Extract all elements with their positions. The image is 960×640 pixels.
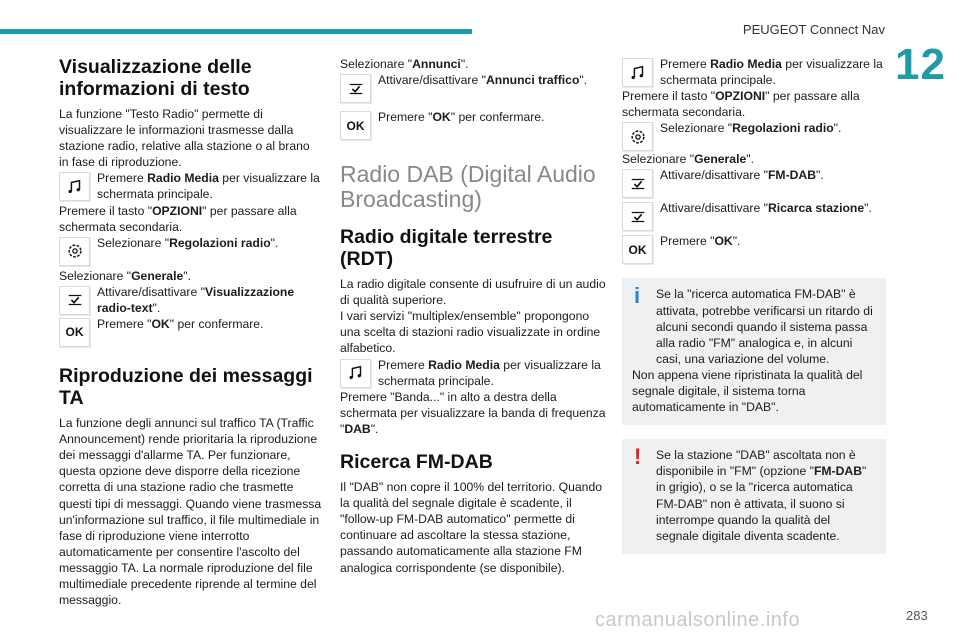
paragraph: La radio digitale consente di usufruire di un audio di qualità superiore. bbox=[340, 277, 606, 308]
step-ok: OK Premere "OK". bbox=[622, 233, 886, 264]
paragraph: Selezionare "Generale". bbox=[59, 268, 191, 283]
paragraph: Premere "Banda..." in alto a destra della schermata per visualizzare la banda di frequenza "DAB". bbox=[340, 389, 606, 436]
ok-icon: OK bbox=[622, 235, 653, 264]
ok-icon: OK bbox=[59, 318, 90, 347]
header-title: PEUGEOT Connect Nav bbox=[742, 22, 885, 37]
paragraph: I vari servizi "multiplex/ensemble" propongono una scelta di stazioni radio visualizzate in ordine alfabetico. bbox=[340, 309, 601, 356]
page-number: 283 bbox=[906, 608, 928, 623]
music-note-icon bbox=[340, 359, 371, 388]
step-radio-media: Premere Radio Media per visualizzare la schermata principale. bbox=[59, 170, 322, 202]
toggle-check-icon bbox=[340, 74, 371, 103]
warning-icon: ! bbox=[634, 444, 642, 470]
radio-settings-icon bbox=[622, 122, 653, 151]
step-toggle-traffic: Attivare/disattivare "Annunci traffico". bbox=[340, 72, 606, 103]
column-2 bbox=[340, 56, 606, 576]
heading-text-info: Visualizzazione delle informazioni di testo bbox=[59, 56, 252, 100]
column-3 bbox=[622, 56, 886, 554]
info-note: i Se la "ricerca automatica FM-DAB" è attivata, potrebbe verificarsi un ritardo di alcuni secondi quando il sistema passa alla radio "FM" analogica e, in alcuni casi, una variazione del volume. Non appena viene ripristinata la qualità del segnale digitale, il sistema torna automaticamente in "DAB". bbox=[622, 278, 886, 425]
paragraph: La funzione degli annunci sul traffico TA (Traffic Announcement) rende prioritaria la riproduzione dei messaggi d'allarme TA. Per funzionare, questa opzione deve disporre della ricezione corretta di una stazione radio che trasmette questi tipi di messaggi. Quando viene trasmessa un'informazione sul traffico, il file multimediale in fase di riproduzione viene interrotto automaticamente per consentire l'ascolto del messaggio TA. La normale riproduzione del file multimediale precedente riprende al termine del messaggio. bbox=[59, 416, 322, 608]
heading-dab: Radio DAB (Digital Audio Broadcasting) bbox=[340, 161, 596, 213]
step-toggle-station-search: Attivare/disattivare "Ricarca stazione". bbox=[622, 200, 886, 231]
step-toggle-radiotext: Attivare/disattivare "Visualizzazione radio-text". bbox=[59, 284, 322, 316]
paragraph: Premere il tasto "OPZIONI" per passare alla schermata secondaria. bbox=[59, 203, 297, 234]
heading-ta: Riproduzione dei messaggi TA bbox=[59, 365, 313, 410]
watermark: carmanualsonline.info bbox=[595, 609, 801, 631]
heading-rdt: Radio digitale terrestre (RDT) bbox=[340, 226, 553, 271]
toggle-check-icon bbox=[59, 286, 90, 315]
paragraph: Il "DAB" non copre il 100% del territorio. Quando la qualità del segnale digitale è scadente, il "follow-up FM-DAB automatico" permette di continuare ad ascoltare la stessa stazione, passando automaticamente alla stazione FM analogica corrispondente (se disponibile). bbox=[340, 480, 603, 575]
info-icon: i bbox=[634, 283, 641, 309]
step-toggle-fmdab: Attivare/disattivare "FM-DAB". bbox=[622, 167, 886, 198]
paragraph: Selezionare "Annunci". bbox=[340, 57, 469, 71]
radio-settings-icon bbox=[59, 237, 90, 266]
music-note-icon bbox=[59, 172, 90, 201]
chapter-number: 12 bbox=[895, 40, 946, 89]
warning-note: ! Se la stazione "DAB" ascoltata non è disponibile in "FM" (opzione "FM-DAB" in grigio), o se la "ricerca automatica FM-DAB" non è attivata, il suono si interrompe quando la qualità del segnale digitale diventa scadente. bbox=[622, 439, 886, 554]
heading-fm-dab: Ricerca FM-DAB bbox=[340, 451, 493, 474]
music-note-icon bbox=[622, 58, 653, 87]
step-radio-settings: Selezionare "Regolazioni radio". bbox=[622, 120, 886, 151]
step-radio-media: Premere Radio Media per visualizzare la schermata principale. bbox=[622, 56, 886, 88]
paragraph: La funzione "Testo Radio" permette di visualizzare le informazioni trasmesse dalla stazione radio, relative alla stazione o al brano in fase di riproduzione. bbox=[59, 107, 310, 170]
toggle-check-icon bbox=[622, 169, 653, 198]
step-radio-settings: Selezionare "Regolazioni radio". bbox=[59, 235, 322, 266]
toggle-check-icon bbox=[622, 202, 653, 231]
step-ok: OK Premere "OK" per confermare. bbox=[59, 316, 322, 347]
ok-icon: OK bbox=[340, 111, 371, 140]
header-accent-bar bbox=[0, 29, 472, 34]
column-1 bbox=[59, 56, 322, 608]
paragraph: Selezionare "Generale". bbox=[622, 152, 754, 167]
paragraph: Premere il tasto "OPZIONI" per passare alla schermata secondaria. bbox=[622, 89, 860, 120]
step-ok: OK Premere "OK" per confermare. bbox=[340, 109, 606, 140]
step-radio-media: Premere Radio Media per visualizzare la schermata principale. bbox=[340, 357, 606, 389]
